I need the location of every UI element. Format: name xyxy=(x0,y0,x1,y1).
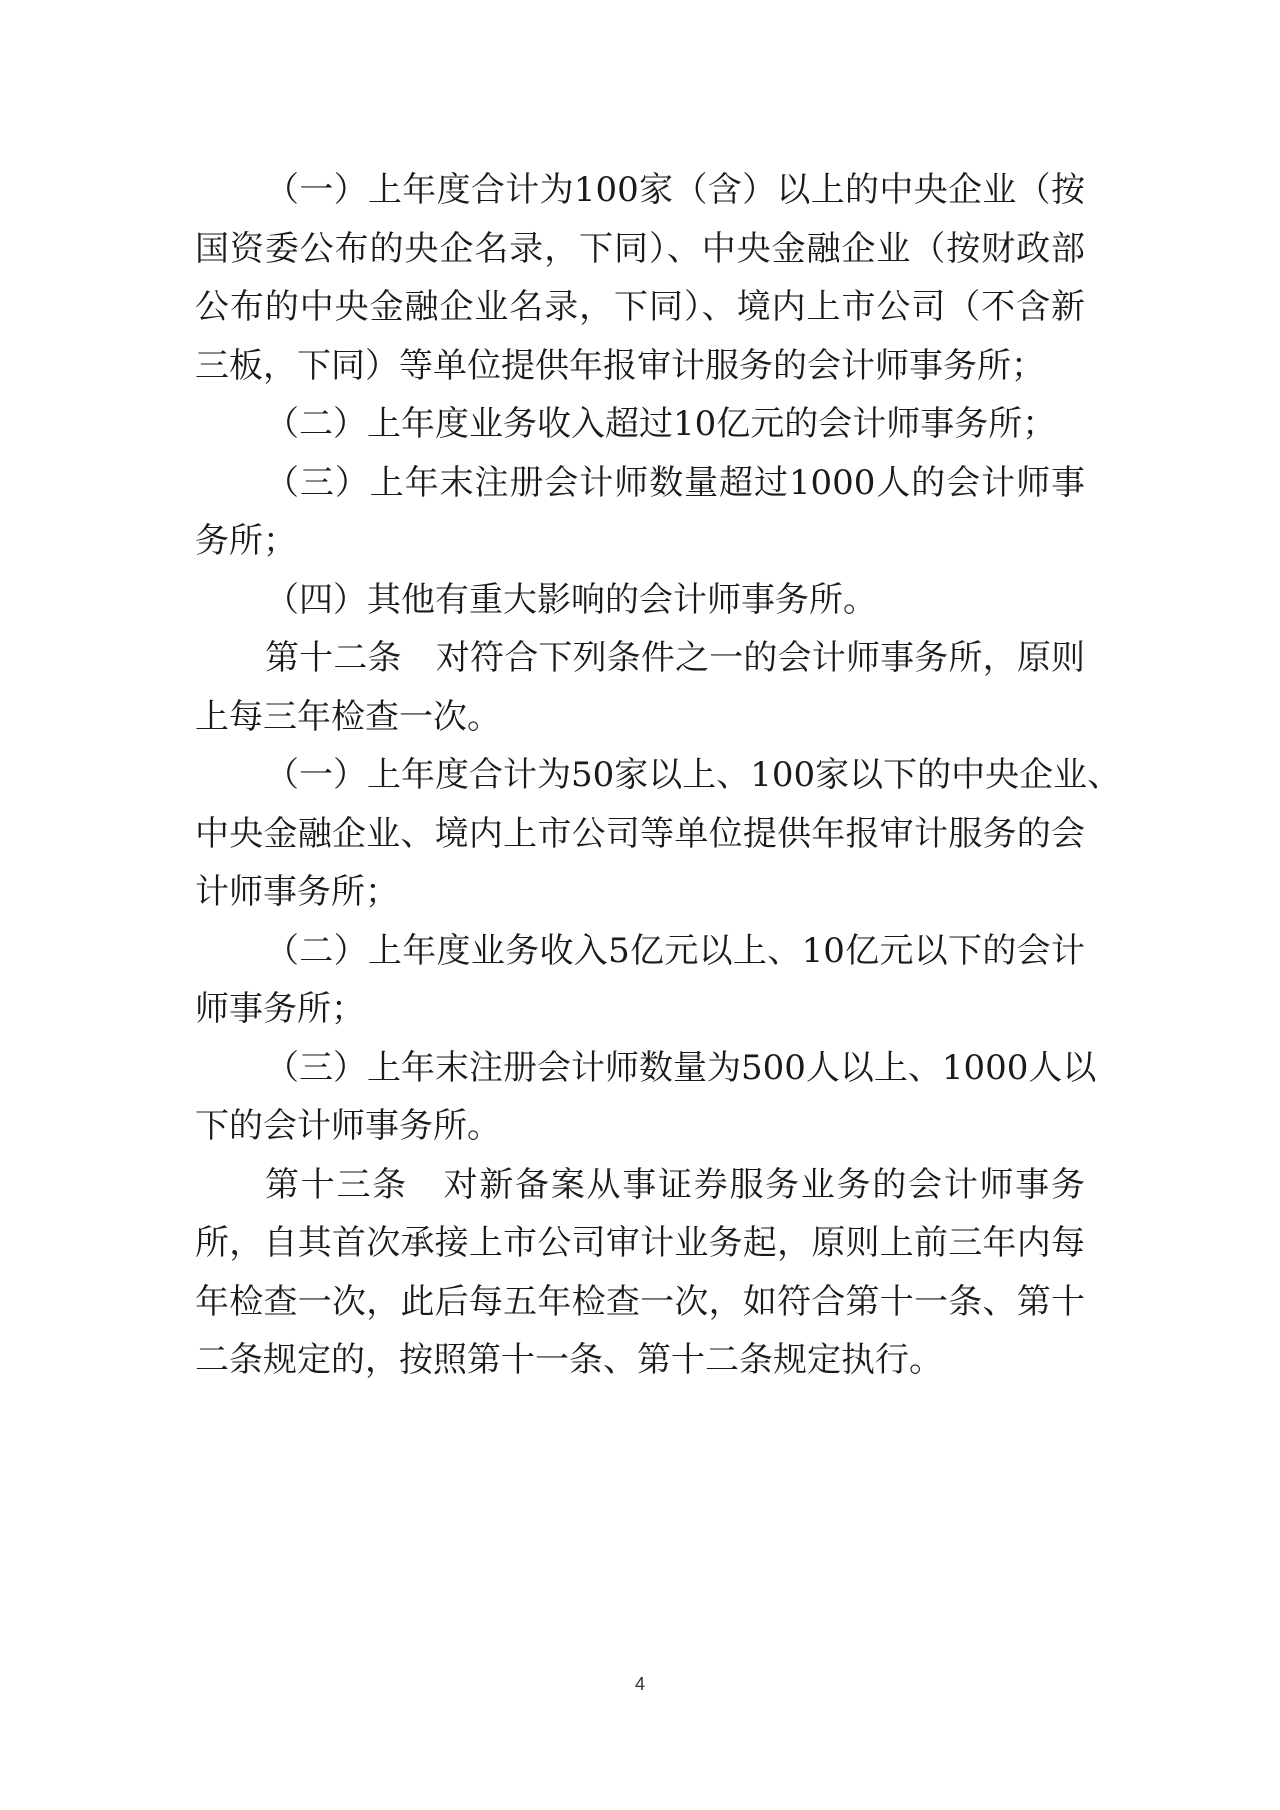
article-12-item-3-line-2: 下的会计师事务所。 xyxy=(195,1106,501,1146)
paragraph-item-1-line-4: 三板，下同）等单位提供年报审计服务的会计师事务所； xyxy=(195,346,1045,386)
article-13-line-1: 第十三条 对新备案从事证券服务业务的会计师事务 xyxy=(265,1165,1085,1205)
paragraph-item-1-line-2: 国资委公布的央企名录，下同）、中央金融企业（按财政部 xyxy=(195,229,1085,269)
article-12-item-1-line-2: 中央金融企业、境内上市公司等单位提供年报审计服务的会 xyxy=(195,814,1085,854)
paragraph-item-2: （二）上年度业务收入超过10亿元的会计师事务所； xyxy=(265,404,1057,444)
paragraph-item-3-line-2: 务所； xyxy=(195,521,297,561)
page-number: 4 xyxy=(634,1674,645,1694)
article-12-line-2: 上每三年检查一次。 xyxy=(195,697,501,737)
article-12-line-1: 第十二条 对符合下列条件之一的会计师事务所，原则 xyxy=(265,638,1085,678)
article-12-item-3-line-1: （三）上年末注册会计师数量为500人以上、1000人以 xyxy=(265,1048,1097,1088)
article-12-item-2-line-1: （二）上年度业务收入5亿元以上、10亿元以下的会计 xyxy=(265,931,1085,971)
paragraph-item-4: （四）其他有重大影响的会计师事务所。 xyxy=(265,580,877,620)
paragraph-item-1-line-1: （一）上年度合计为100家（含）以上的中央企业（按 xyxy=(265,170,1085,210)
article-13-line-4: 二条规定的，按照第十一条、第十二条规定执行。 xyxy=(195,1340,943,1380)
article-12-item-2-line-2: 师事务所； xyxy=(195,989,365,1029)
article-13-line-2: 所，自其首次承接上市公司审计业务起，原则上前三年内每 xyxy=(195,1223,1085,1263)
paragraph-item-3-line-1: （三）上年末注册会计师数量超过1000人的会计师事 xyxy=(265,463,1085,503)
article-12-item-1-line-1: （一）上年度合计为50家以上、100家以下的中央企业、 xyxy=(265,755,1122,795)
paragraph-item-1-line-3: 公布的中央金融企业名录，下同）、境内上市公司（不含新 xyxy=(195,287,1085,327)
article-12-item-1-line-3: 计师事务所； xyxy=(195,872,399,912)
article-13-line-3: 年检查一次，此后每五年检查一次，如符合第十一条、第十 xyxy=(195,1282,1085,1322)
